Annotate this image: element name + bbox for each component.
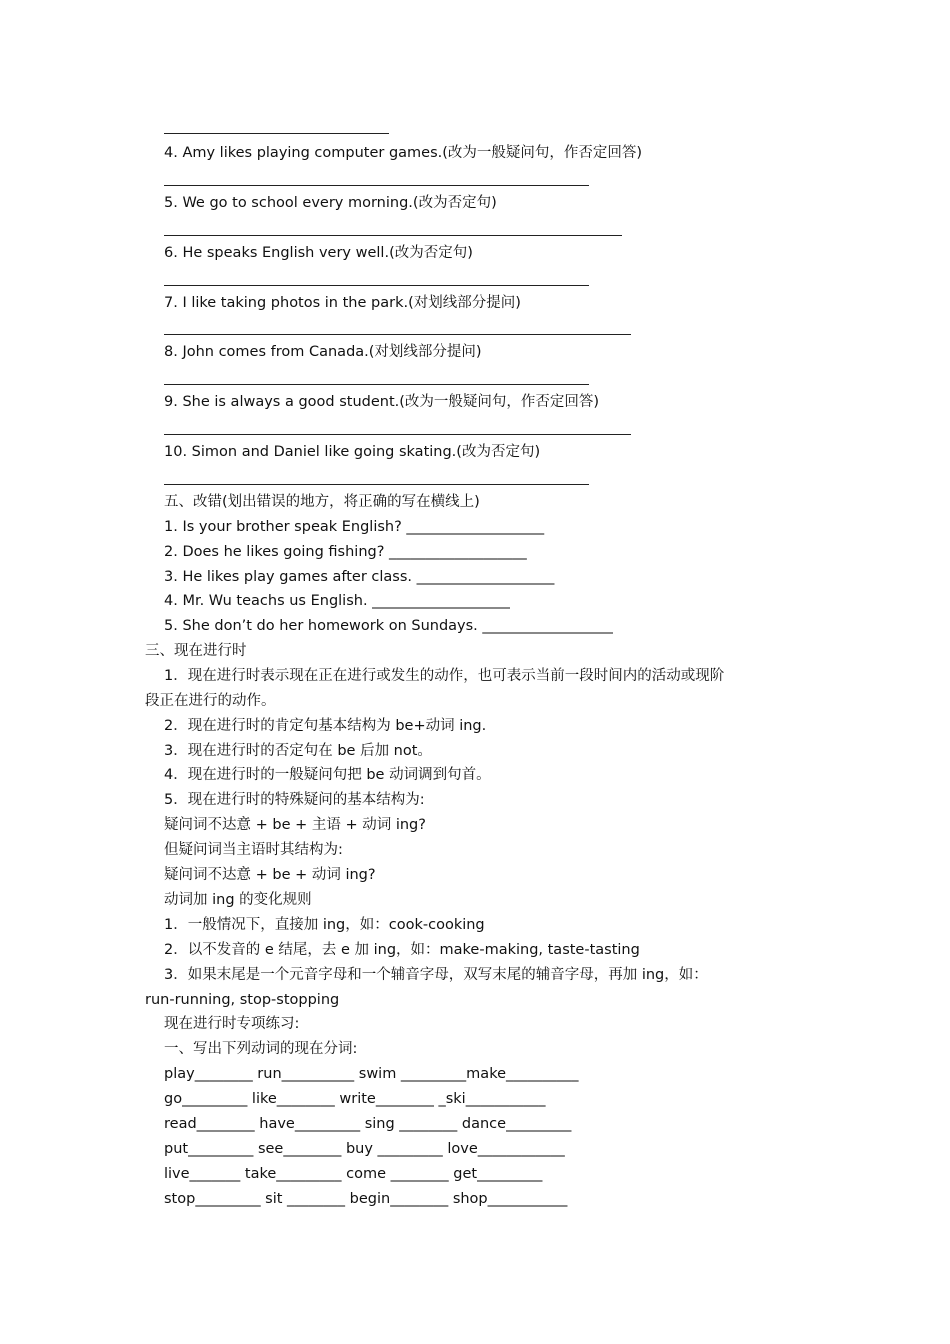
rule-4: 4．现在进行时的一般疑问句把 be 动词调到句首。 xyxy=(164,767,491,783)
formula-2: 疑问词不达意 + be + 动词 ing? xyxy=(164,867,376,883)
answer-line-top[interactable] xyxy=(164,133,389,134)
rule-2: 2．现在进行时的肯定句基本结构为 be+动词 ing. xyxy=(164,718,487,734)
ing-rule-3-line-2: run-running, stop-stopping xyxy=(145,992,340,1008)
answer-line-7[interactable] xyxy=(164,334,631,335)
answer-line-9[interactable] xyxy=(164,434,631,435)
rule-1-line-2: 段正在进行的动作。 xyxy=(145,693,276,709)
ing-rules-title: 动词加 ing 的变化规则 xyxy=(164,892,312,908)
rule-5: 5．现在进行时的特殊疑问的基本结构为: xyxy=(164,792,425,808)
practice-title: 现在进行时专项练习: xyxy=(164,1016,300,1032)
correction-item-3: 3. He likes play games after class. ___________________ xyxy=(164,569,555,585)
answer-line-8[interactable] xyxy=(164,384,589,385)
verb-row-1[interactable]: play________ run__________ swim _________make__________ xyxy=(164,1066,579,1082)
verb-row-2[interactable]: go_________ like________ write________ _ski___________ xyxy=(164,1091,546,1107)
ing-rule-1: 1．一般情况下，直接加 ing，如：cook-cooking xyxy=(164,917,485,933)
question-8: 8. John comes from Canada.(对划线部分提问) xyxy=(164,344,482,360)
correction-item-1: 1. Is your brother speak English? ___________________ xyxy=(164,519,545,535)
ing-rule-3-line-1: 3．如果末尾是一个元音字母和一个辅音字母，双写末尾的辅音字母，再加 ing，如： xyxy=(164,967,708,983)
verb-row-4[interactable]: put_________ see________ buy _________ love____________ xyxy=(164,1141,565,1157)
answer-line-6[interactable] xyxy=(164,285,589,286)
rule-1-line-1: 1．现在进行时表示现在正在进行或发生的动作，也可表示当前一段时间内的活动或现阶 xyxy=(164,668,725,684)
formula-1: 疑问词不达意 + be + 主语 + 动词 ing? xyxy=(164,817,426,833)
rule-3: 3．现在进行时的否定句在 be 后加 not。 xyxy=(164,743,432,759)
section-3-heading: 三、现在进行时 xyxy=(145,643,247,659)
verb-row-5[interactable]: live_______ take_________ come ________ get_________ xyxy=(164,1166,543,1182)
question-5: 5. We go to school every morning.(改为否定句) xyxy=(164,195,497,211)
question-6: 6. He speaks English very well.(改为否定句) xyxy=(164,245,473,261)
answer-line-5[interactable] xyxy=(164,235,622,236)
answer-line-4[interactable] xyxy=(164,185,589,186)
formula-note: 但疑问词当主语时其结构为: xyxy=(164,842,343,858)
section-5-heading: 五、改错(划出错误的地方，将正确的写在横线上) xyxy=(164,494,480,510)
verb-row-3[interactable]: read________ have_________ sing ________ dance_________ xyxy=(164,1116,572,1132)
question-7: 7. I like taking photos in the park.(对划线部分提问) xyxy=(164,295,521,311)
verb-row-6[interactable]: stop_________ sit ________ begin________ shop___________ xyxy=(164,1191,568,1207)
correction-item-5: 5. She don’t do her homework on Sundays. __________________ xyxy=(164,618,613,634)
ing-rule-2: 2．以不发音的 e 结尾，去 e 加 ing，如：make-making, taste-tasting xyxy=(164,942,640,958)
question-9: 9. She is always a good student.(改为一般疑问句，作否定回答) xyxy=(164,394,600,410)
correction-item-2: 2. Does he likes going fishing? ___________________ xyxy=(164,544,527,560)
exercise-1-title: 一、写出下列动词的现在分词: xyxy=(164,1041,358,1057)
correction-item-4: 4. Mr. Wu teachs us English. ___________________ xyxy=(164,593,510,609)
question-4: 4. Amy likes playing computer games.(改为一般疑问句，作否定回答) xyxy=(164,145,643,161)
question-10: 10. Simon and Daniel like going skating.(改为否定句) xyxy=(164,444,541,460)
answer-line-10[interactable] xyxy=(164,484,589,485)
